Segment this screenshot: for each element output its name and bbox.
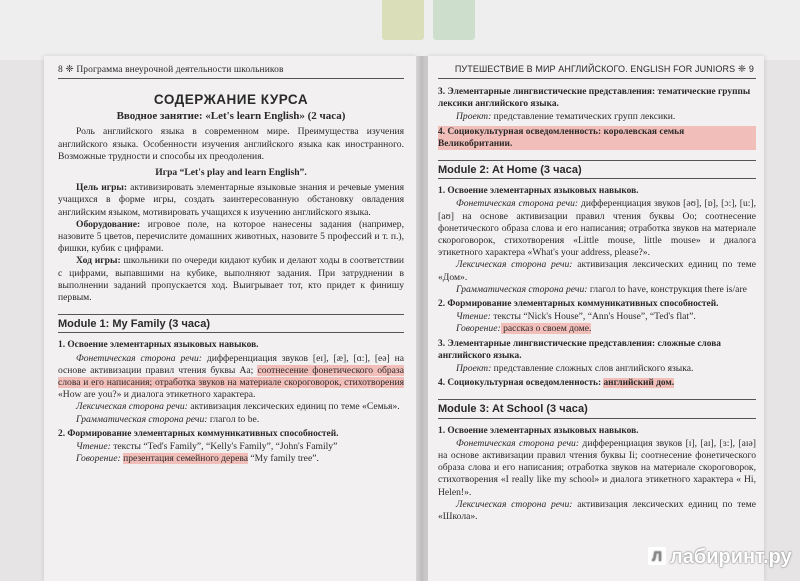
m2-item-1: 1. Освоение элементарных языковых навыков. [438, 186, 639, 197]
m2-project: Проект: представление сложных слов английского языка. [456, 363, 694, 375]
ornament-icon: ❈ [65, 64, 74, 75]
goal-paragraph: Цель игры: активизировать элементарные языковые знания и речевые умения учащихся в форме игры, создать заинтересованную обстановку овладения английским языком, мотивировать учащихся к изучению английского языка. [58, 182, 404, 218]
r-project: Проект: представление тематических групп лексики. [456, 111, 676, 123]
m1-grammar: Грамматическая сторона речи: глагол to be. [76, 413, 260, 425]
page-number: 8 [58, 65, 63, 75]
running-head-right [455, 64, 754, 75]
m1-lexis: Лексическая сторона речи: активизация лексических единиц по теме «Семья». [76, 401, 400, 413]
intro-title: Вводное занятие: «Let's learn English» (2 часа) [116, 110, 346, 123]
header-rule [58, 78, 404, 79]
m1-reading: Чтение: тексты “Ted's Family”, “Kelly's Family”, “John's Family” [76, 441, 338, 453]
m1-phonetics: Фонетическая сторона речи: дифференциация звуков [eɪ], [æ], [ɑ:], [eə] на основе активизации правил чтения буквы Aa; соотнесение фонетического образа слова и его написания; отработка звуков на материале скороговорок, стихотворения «How are you?» и диалога этикетного характера. [58, 352, 405, 401]
watermark [648, 546, 792, 569]
m2-phonetics: Фонетическая сторона речи: дифференциация звуков [əʊ], [ɒ], [ɔ:], [u:], [aʊ] на основе активизации правил чтения буквы Oo; соотнесение фонетического образа слова и его написания; отработка звуков на материале скороговорок, стихотворения «Little mouse, little mouse» и диалога этикетного характера «What's your address, please?». [438, 198, 756, 259]
highlight-mark: рассказ о своем доме. [500, 323, 592, 335]
intro-paragraph: Роль английского языка в современном мире. Преимущества изучения английского языка. Особенности изучения английского языка как иностранного. Возможные трудности и способы их преодоления. [58, 126, 404, 162]
left-content [58, 90, 404, 465]
right-content [438, 84, 756, 523]
labirint-logo-icon: Л [648, 547, 666, 565]
highlight-mark: соотнесение фонетического образа слова и его написания; отработка звуков на материале скороговорок, стихотворения [58, 364, 404, 389]
page-number: 9 [748, 64, 754, 74]
m3-phonetics: Фонетическая сторона речи: дифференциация звуков [ɪ], [aɪ], [ɜ:], [aɪə] на основе активизации правил чтения буквы Ii; соотнесение фонетического образа слова и его написания; отработка звуков на материале скороговорок, стихотворения «I really like my school» и диалога этикетного характера « Hi, Helen!». [438, 437, 756, 498]
equipment-paragraph: Оборудование: игровое поле, на которое нанесены задания (например, назовите 5 цветов, перечислите домашних животных, назовите 5 профессий и т. п.), фишки, кубик с цифрами. [58, 218, 404, 255]
game-title: Игра “Let's play and learn English”. [155, 167, 307, 179]
r-item-4: 4. Социокультурная осведомленность: королевская семья Великобритании. [438, 126, 756, 150]
running-head-text: ПУТЕШЕСТВИЕ В МИР АНГЛИЙСКОГО. ENGLISH FOR JUNIORS [454, 64, 736, 74]
module-3-title: Module 3: At School (3 часа) [438, 399, 756, 418]
module-1-title: Module 1: My Family (3 часа) [58, 314, 404, 333]
bookmark-tab-green [433, 0, 475, 40]
bookmark-tab-yellow [382, 0, 424, 40]
ornament-icon: ❈ [737, 64, 747, 75]
game-course-paragraph: Ход игры: школьники по очереди кидают кубик и делают ходы в соответствии с цифрами, выпавшими на кубике, выполняют задания. При затруднении в выполнении заданий пропускается ход. Выигрывает тот, кто придет к финишу первым. [58, 255, 404, 304]
book-gutter [416, 56, 428, 581]
m2-reading: Чтение: тексты “Nick's House”, “Ann's House”, “Ted's flat”. [456, 311, 696, 323]
m2-item-4: 4. Социокультурная осведомленность: английский дом. [438, 378, 675, 389]
m2-lexis: Лексическая сторона речи: активизация лексических единиц по теме «Дом». [438, 259, 756, 283]
watermark-text: лабиринт.ру [670, 546, 792, 568]
m3-lexis: Лексическая сторона речи: активизация лексических единиц по теме «Школа». [438, 498, 756, 523]
r-item-3: 3. Элементарные лингвистические представления: тематические группы лексики английского языка. [438, 87, 751, 110]
m1-item-1: 1. Освоение элементарных языковых навыков. [58, 340, 259, 351]
m3-item-1: 1. Освоение элементарных языковых навыков. [438, 425, 639, 436]
right-page [428, 56, 764, 581]
running-head-text: Программа внеурочной деятельности школьников [76, 65, 284, 75]
m2-item-2: 2. Формирование элементарных коммуникативных способностей. [438, 299, 719, 310]
highlight-mark: презентация семейного дерева [123, 453, 248, 465]
module-2-title: Module 2: At Home (3 часа) [438, 160, 756, 179]
running-head-left [58, 64, 284, 75]
highlight-mark: английский дом. [603, 378, 675, 389]
m2-speaking: Говорение: рассказ о своем доме. [456, 323, 592, 335]
left-page [44, 56, 416, 581]
m2-grammar: Грамматическая сторона речи: глагол to have, конструкция there is/are [456, 283, 747, 295]
header-rule [438, 78, 756, 79]
m1-item-2: 2. Формирование элементарных коммуникативных способностей. [58, 428, 339, 439]
m2-item-3: 3. Элементарные лингвистические представления: сложные слова английского языка. [438, 338, 721, 361]
m1-speaking: Говорение: презентация семейного дерева “My family tree”. [76, 453, 319, 465]
section-heading: СОДЕРЖАНИЕ КУРСА [153, 92, 309, 107]
